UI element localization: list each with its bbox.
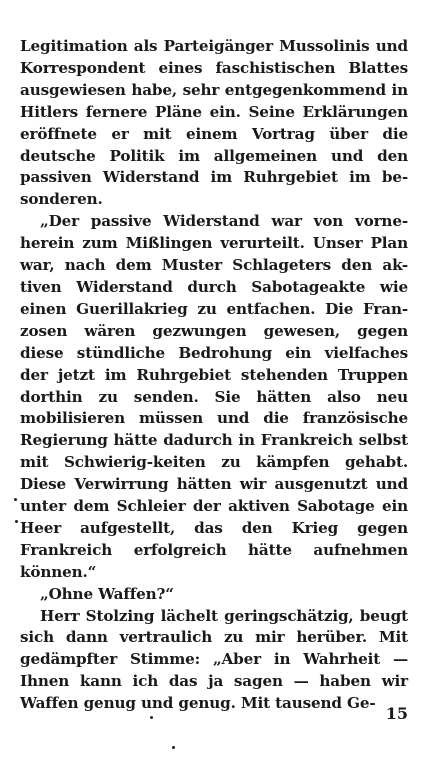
- ink-speck-3: [14, 498, 17, 501]
- paragraph-2: „Der passive Widerstand war von vorne-herein zum Mißlingen verurteilt. Unser Plan war, nach dem Muster Schlageters den ak-tiven Widerstand durch Sabotageakte wie einen Guerillakrieg zu entfachen. Die Fran-zosen wären gezwungen gewesen, gegen diese stündliche Bedrohung ein vielfaches der jetzt im Ruhrgebiet stehenden Truppen dorthin zu senden. Sie hätten also neu mobilisieren müssen und die französische Regierung hätte dadurch in Frankreich selbst mit Schwierig-keiten zu kämpfen gehabt. Diese Verwirrung hätten wir ausgenutzt und unter dem Schleier der aktiven Sabotage ein Heer aufgestellt, das den Krieg gegen Frankreich erfolgreich hätte aufnehmen können.“: [20, 212, 408, 581]
- body-text: [20, 36, 408, 715]
- ink-speck-4: [15, 520, 18, 523]
- paragraph-4: Herr Stolzing lächelt geringschätzig, beugt sich dann vertraulich zu mir herüber. Mit gedämpfter Stimme: „Aber in Wahrheit — Ihnen kann ich das ja sagen — haben wir Waffen genug und genug. Mit tausend Ge-: [20, 606, 408, 713]
- paragraph-1: Legitimation als Parteigänger Mussolinis und Korrespondent eines faschistischen Blattes ausgewiesen habe, sehr entgegenkommend in Hitlers fernere Pläne ein. Seine Erklärungen eröffnete er mit einem Vortrag über die deutsche Politik im allgemeinen und den passiven Widerstand im Ruhrgebiet im be-sonderen.: [20, 37, 408, 209]
- page-number: 15: [385, 704, 408, 723]
- ink-speck-1: [150, 716, 153, 719]
- ink-speck-2: [172, 746, 175, 749]
- paragraph-3: „Ohne Waffen?“: [40, 584, 174, 603]
